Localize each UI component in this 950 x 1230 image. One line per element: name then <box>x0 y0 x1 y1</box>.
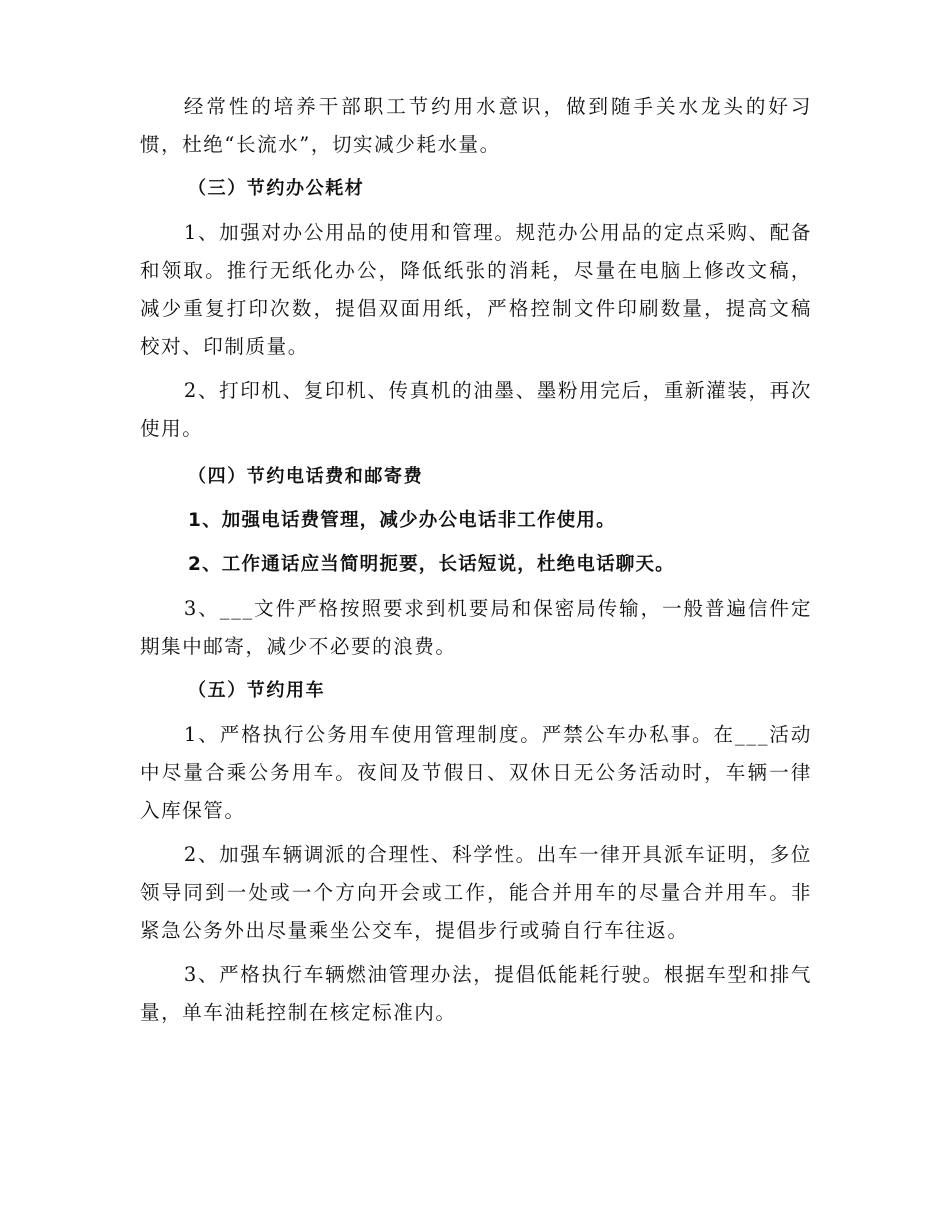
document-page <box>140 88 812 1032</box>
bold-item-phone-management: 1、加强电话费管理，减少办公电话非工作使用。 <box>188 510 616 531</box>
paragraph-water-habit: 经常性的培养干部职工节约用水意识，做到随手关水龙头的好习惯，杜绝“长流水”，切实减少耗水量。 <box>140 95 812 156</box>
paragraph-vehicles-1: 1、严格执行公务用车使用管理制度。严禁公车办私事。在___活动中尽量合乘公务用车。夜间及节假日、双休日无公务活动时，车辆一律入库保管。 <box>140 723 812 822</box>
paragraph-office-supplies-2: 2、打印机、复印机、传真机的油墨、墨粉用完后，重新灌装，再次使用。 <box>140 379 812 440</box>
paragraph-vehicles-2: 2、加强车辆调派的合理性、科学性。出车一律开具派车证明，多位领导同到一处或一个方向开会或工作，能合并用车的尽量合并用车。非紧急公务外出尽量乘坐公交车，提倡步行或骑自行车往返。 <box>140 843 812 942</box>
paragraph-vehicles-3: 3、严格执行车辆燃油管理办法，提倡低能耗行驶。根据车型和排气量，单车油耗控制在核定标准内。 <box>140 963 812 1024</box>
paragraph-postage: 3、___文件严格按照要求到机要局和保密局传输，一般普遍信件定期集中邮寄，减少不必要的浪费。 <box>140 597 812 658</box>
section-heading-office-supplies: （三）节约办公耗材 <box>188 178 365 199</box>
section-heading-phone-postage: （四）节约电话费和邮寄费 <box>188 466 424 487</box>
paragraph-office-supplies-1: 1、加强对办公用品的使用和管理。规范办公用品的定点采购、配备和领取。推行无纸化办公，降低纸张的消耗，尽量在电脑上修改文稿，减少重复打印次数，提倡双面用纸，严格控制文件印刷数量，提高文稿校对、印制质量。 <box>140 221 812 358</box>
section-heading-vehicles: （五）节约用车 <box>188 680 326 701</box>
bold-item-phone-calls: 2、工作通话应当简明扼要，长话短说，杜绝电话聊天。 <box>188 554 675 575</box>
